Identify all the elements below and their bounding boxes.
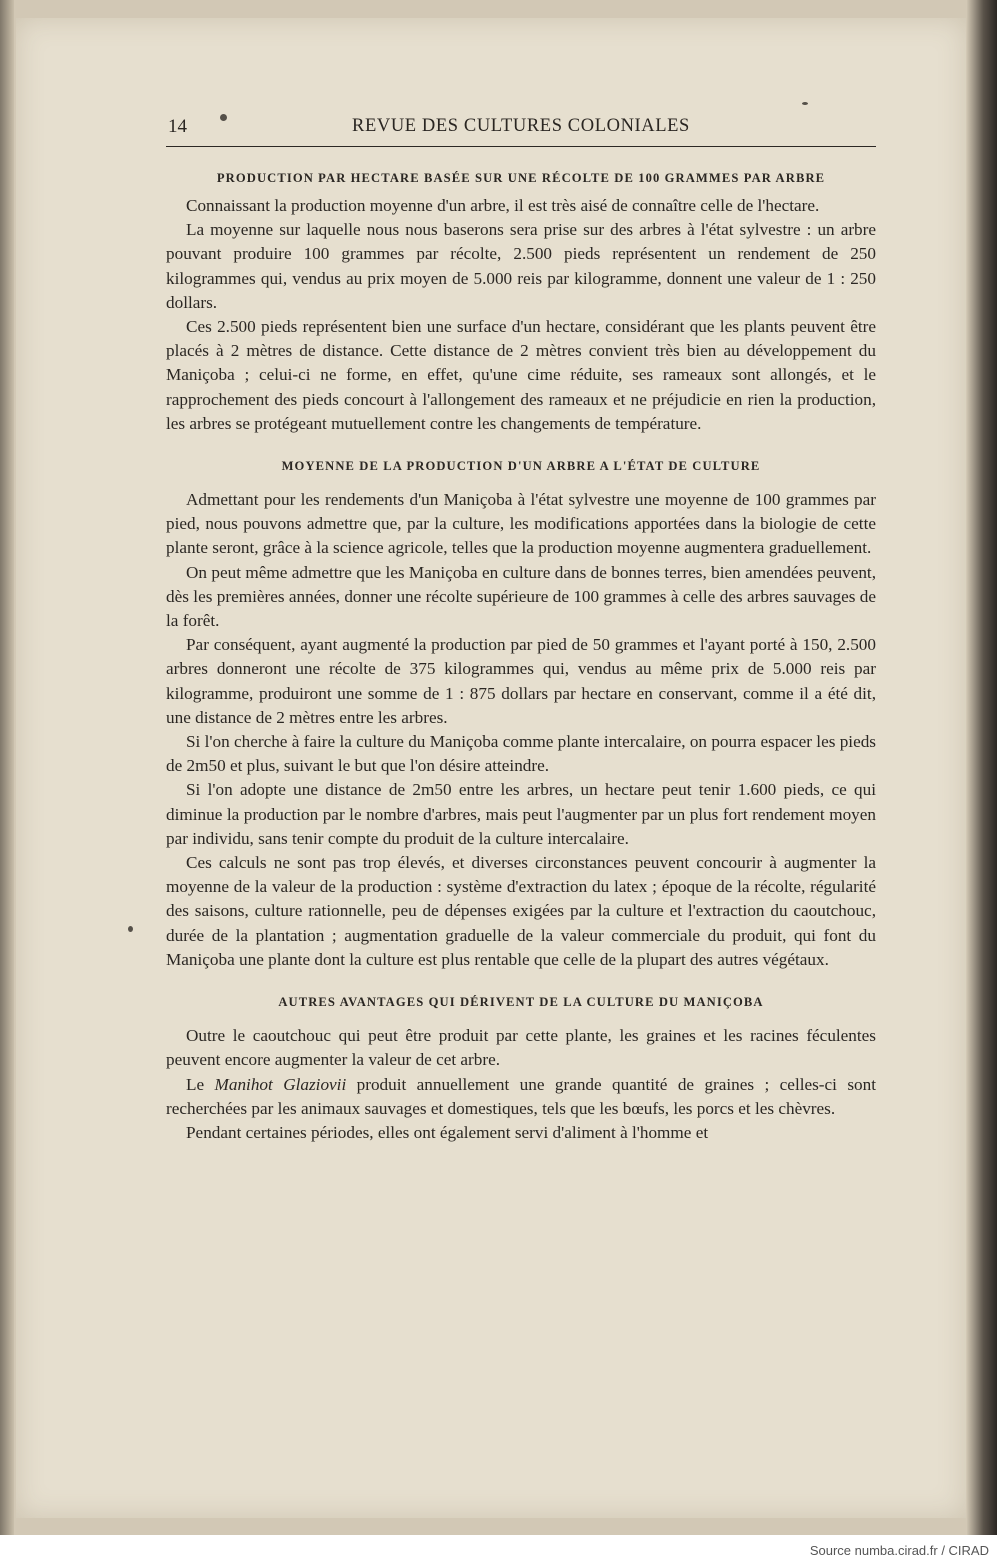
section-heading: AUTRES AVANTAGES QUI DÉRIVENT DE LA CULTURE DU MANIÇOBA xyxy=(278,995,764,1010)
source-credit[interactable]: Source numba.cirad.fr / CIRAD xyxy=(809,1543,989,1558)
section-heading: PRODUCTION PAR HECTARE BASÉE SUR UNE RÉCOLTE DE 100 GRAMMES PAR ARBRE xyxy=(216,171,826,185)
page-number: 14 xyxy=(168,116,187,137)
species-name-italic: Manihot Glaziovii xyxy=(214,1074,347,1094)
text-run: Le xyxy=(186,1074,215,1094)
body-text xyxy=(166,168,876,1145)
section-moyenne-production xyxy=(166,456,876,972)
section-autres-avantages xyxy=(166,992,876,1145)
ink-speck xyxy=(128,926,133,932)
running-header xyxy=(166,116,876,147)
section-heading: MOYENNE DE LA PRODUCTION D'UN ARBRE A L'ÉTAT DE CULTURE xyxy=(281,459,761,474)
paragraph: La moyenne sur laquelle nous nous baserons sera prise sur des arbres à l'état sylvestre : un arbre pouvant produire 100 grammes par récolte, 2.500 pieds représentent un rendement de 250 kilogrammes qui, vendus au prix moyen de 5.000 reis par kilogramme, donnent une valeur de 1 : 250 dollars. xyxy=(166,220,876,312)
page-right-edge xyxy=(967,0,997,1535)
paragraph: Connaissant la production moyenne d'un arbre, il est très aisé de connaître celle de l'hectare. xyxy=(186,196,820,215)
text-run: produit annuellement une grande quantité de graines ; celles-ci sont recherchées par les animaux sauvages et domestiques, tels que les bœufs, les porcs et les chèvres. xyxy=(166,1074,876,1118)
paragraph: Ces calculs ne sont pas trop élevés, et diverses circonstances peuvent concourir à augmenter la moyenne de la valeur de la production : système d'extraction du latex ; époque de la récolte, régularité des saisons, culture rationnelle, peu de dépenses exigées par la culture et l'extraction du caoutchouc, durée de la plantation ; augmentation graduelle de la valeur commerciale du produit, qui font du Maniçoba une plante dont la culture est plus rentable que celle de la plupart des autres végétaux. xyxy=(166,853,876,969)
paragraph: Par conséquent, ayant augmenté la production par pied de 50 grammes et l'ayant porté à 150, 2.500 arbres donneront une récolte de 375 kilogrammes qui, vendus au même prix de 5.000 reis par kilogramme, produiront une somme de 1 : 875 dollars par hectare en conservant, comme il a été dit, une distance de 2 mètres entre les arbres. xyxy=(166,635,876,727)
paragraph: Admettant pour les rendements d'un Maniçoba à l'état sylvestre une moyenne de 100 grammes par pied, nous pouvons admettre que, par la culture, les modifications apportées dans la biologie de cette plante seront, grâce à la science agricole, telles que la production moyenne augmentera graduellement. xyxy=(166,490,876,558)
paragraph: Outre le caoutchouc qui peut être produit par cette plante, les graines et les racines féculentes peuvent encore augmenter la valeur de cet arbre. xyxy=(166,1026,876,1070)
paragraph: Si l'on cherche à faire la culture du Maniçoba comme plante intercalaire, on pourra espacer les pieds de 2m50 et plus, suivant le but que l'on désire atteindre. xyxy=(166,732,876,776)
paragraph: On peut même admettre que les Maniçoba en culture dans de bonnes terres, bien amendées peuvent, dès les premières années, donner une récolte supérieure de 100 grammes à celle des arbres sauvages de la forêt. xyxy=(166,562,876,631)
book-spine-edge xyxy=(0,0,14,1535)
running-title: REVUE DES CULTURES COLONIALES xyxy=(352,116,690,136)
paragraph: Ces 2.500 pieds représentent bien une surface d'un hectare, considérant que les plants peuvent être placés à 2 mètres de distance. Cette distance de 2 mètres convient très bien au développement du Maniçoba ; celui-ci ne forme, en effet, qu'une cime réduite, ses rameaux sont allongés, et le rapprochement des pieds concourt à l'allongement des rameaux et ne préjudicie en rien la production, les arbres se protégeant mutuellement contre les changements de température. xyxy=(166,317,876,433)
section-production-par-hectare xyxy=(166,168,876,436)
ink-speck xyxy=(802,102,808,105)
paragraph: Si l'on adopte une distance de 2m50 entre les arbres, un hectare peut tenir 1.600 pieds, ce qui diminue la production par le nombre d'arbres, mais peut l'augmenter par un plus fort rendement moyen par individu, sans tenir compte du produit de la culture intercalaire. xyxy=(166,780,876,848)
paragraph xyxy=(166,1073,876,1121)
paragraph: Pendant certaines périodes, elles ont également servi d'aliment à l'homme et xyxy=(186,1122,709,1142)
